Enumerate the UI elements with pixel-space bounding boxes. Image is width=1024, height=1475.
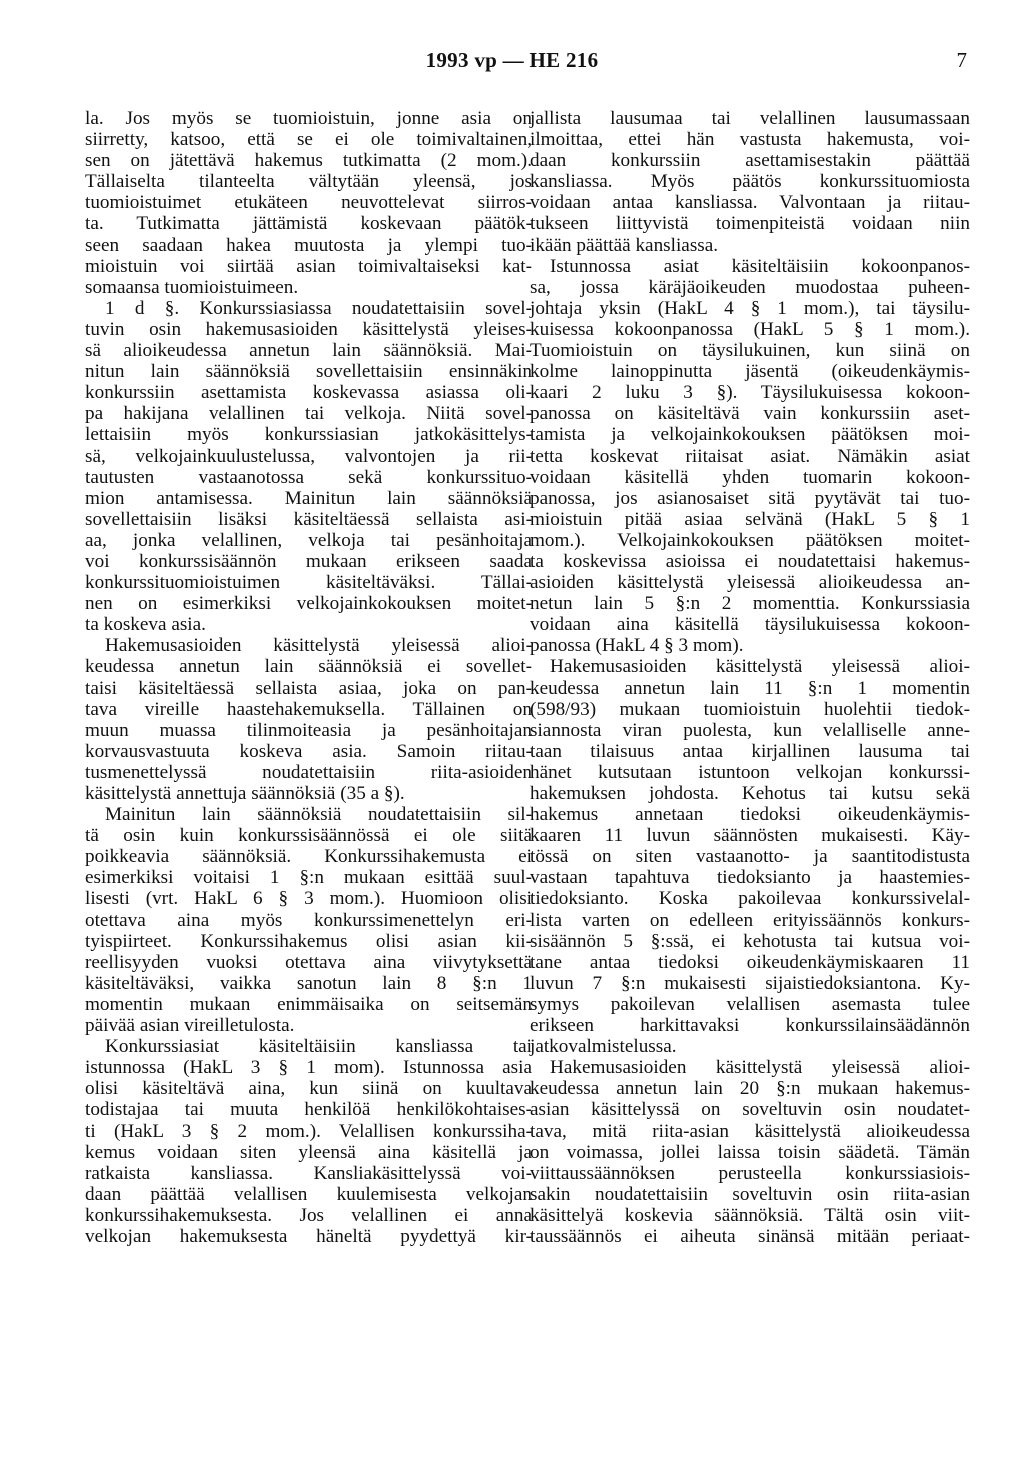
- text-line: konkurssihakemuksesta. Jos velallinen ei anna: [85, 1204, 532, 1226]
- text-line: poikkeavia säännöksiä. Konkurssihakemusta ei: [85, 846, 532, 868]
- text-line: tava vireille haastehakemuksella. Tällainen on: [85, 698, 532, 720]
- text-line: voi konkurssisäännön mukaan erikseen saada: [85, 550, 532, 572]
- text-line: daan päättää velallisen kuulemisesta velkojan: [85, 1183, 532, 1205]
- text-line: sovellettaisiin lisäksi käsiteltäessä sellaista asi-: [85, 508, 532, 530]
- text-line: voidaan käsitellä yhden tuomarin kokoon-: [530, 466, 970, 488]
- text-line: ta koskevissa asioissa ei noudatettaisi hakemus-: [530, 550, 970, 572]
- text-line: jallista lausumaa tai velallinen lausumassaan: [530, 108, 970, 129]
- text-line: taisi käsiteltäessä sellaista asiaa, joka on pan-: [85, 677, 532, 699]
- text-line: tusmenettelyssä noudatettaisiin riita-asioiden: [85, 761, 532, 783]
- text-line: sä alioikeudessa annetun lain säännöksiä. Mai-: [85, 340, 532, 362]
- text-line: on voimassa, jollei laissa toisin säädetä. Tämän: [530, 1141, 970, 1163]
- text-line: muun muassa tilinmoiteasia ja pesänhoitajan: [85, 719, 532, 741]
- text-line: tamista ja velkojainkokouksen päätöksen moi-: [530, 424, 970, 446]
- text-line: tössä on siten vastaanotto- ja saantitodistusta: [530, 846, 970, 868]
- text-line: kemus voidaan siten yleensä aina käsitellä ja: [85, 1141, 532, 1163]
- text-line: tiedoksianto. Koska pakoilevaa konkurssivelal-: [530, 888, 970, 910]
- text-line: panossa (HakL 4 § 3 mom).: [530, 635, 744, 657]
- text-line: päivää asian vireilletulosta.: [85, 1015, 295, 1037]
- text-line: todistajaa tai muuta henkilöä henkilökohtaises-: [85, 1099, 532, 1121]
- text-line: tautusten vastaanotossa sekä konkurssituo-: [85, 466, 532, 488]
- text-line: mom.). Velkojainkokouksen päätöksen moitet-: [530, 529, 970, 551]
- text-line: asian käsittelyssä on soveltuvin osin noudatet-: [530, 1099, 970, 1121]
- left-column: [85, 108, 532, 1247]
- text-line: sä, velkojainkuulustelussa, valvontojen ja rii-: [85, 445, 532, 467]
- text-line: nitun lain säännöksiä sovellettaisiin ensinnäkin: [85, 361, 532, 383]
- text-line: esimerkiksi voitaisi 1 §:n mukaan esittää suul-: [85, 867, 532, 889]
- text-line: asioiden käsittelystä yleisessä alioikeudessa an-: [530, 572, 970, 594]
- text-line: la. Jos myös se tuomioistuin, jonne asia on: [85, 108, 532, 129]
- text-line: otettava aina myös konkurssimenettelyn eri-: [85, 909, 532, 931]
- text-line: hänet kutsutaan istuntoon velkojan konkurssi-: [530, 761, 970, 783]
- text-line: voidaan antaa kansliassa. Valvontaan ja riitau-: [530, 192, 970, 214]
- text-line: Mainitun lain säännöksiä noudatettaisiin sil-: [105, 804, 532, 826]
- text-line: sen on jätettävä hakemus tutkimatta (2 mom.).: [85, 150, 532, 172]
- text-line: kolme lainoppinutta jäsentä (oikeudenkäymis-: [530, 361, 970, 383]
- text-line: ilmoittaa, ettei hän vastusta hakemusta, voi-: [530, 129, 970, 151]
- text-line: käsittelystä annettuja säännöksiä (35 a §).: [85, 783, 405, 804]
- page-header: [0, 48, 1024, 78]
- text-line: lettaisiin myös konkurssiasian jatkokäsittelys-: [85, 424, 532, 446]
- text-line: johtaja yksin (HakL 4 § 1 mom.), tai täysilu-: [530, 297, 970, 319]
- text-line: somaansa tuomioistuimeen.: [85, 276, 299, 298]
- text-line: ikään päättää kansliassa.: [530, 234, 719, 256]
- running-title: 1993 vp — HE 216: [425, 48, 599, 72]
- text-line: ti (HakL 3 § 2 mom.). Velallisen konkurssiha-: [85, 1120, 532, 1142]
- text-line: keudessa annetun lain säännöksiä ei sovellet-: [85, 656, 532, 678]
- text-line: tuomioistuimet etukäteen neuvottelevat siirros-: [85, 192, 532, 214]
- text-line: taussäännös ei aiheuta sinänsä mitään periaat-: [530, 1225, 970, 1247]
- text-line: lista varten on edelleen erityissäännös konkurs-: [530, 909, 970, 931]
- text-line: kaari 2 luku 3 §). Täysilukuisessa kokoon-: [530, 382, 970, 404]
- text-line: kansliassa. Myös päätös konkurssituomiosta: [530, 171, 970, 193]
- text-line: ta. Tutkimatta jättämistä koskevaan päätök-: [85, 213, 532, 235]
- text-line: mion antamisessa. Mainitun lain säännöksiä: [85, 487, 532, 509]
- text-line: luvun 7 §:n mukaisesti sijaistiedoksiantona. Ky-: [530, 972, 970, 994]
- text-line: sa, jossa käräjäoikeuden muodostaa puheen-: [530, 276, 970, 298]
- text-line: pa hakijana velallinen tai velkoja. Niitä sovel-: [85, 403, 532, 425]
- text-line: panossa on käsiteltävä vain konkurssiin aset-: [530, 403, 970, 425]
- text-line: voidaan aina käsitellä täysilukuisessa kokoon-: [530, 614, 970, 636]
- text-line: tetta koskevat riitaisat asiat. Nämäkin asiat: [530, 445, 970, 467]
- page-number: 7: [956, 48, 967, 72]
- text-line: tä osin kuin konkurssisäännössä ei ole siitä: [85, 825, 532, 847]
- text-line: kaaren 11 luvun säännösten mukaisesti. Käy-: [530, 825, 970, 847]
- text-line: viittaussäännöksen perusteella konkurssiasiois-: [530, 1162, 970, 1184]
- text-line: Hakemusasioiden käsittelystä yleisessä alioi-: [550, 656, 970, 678]
- text-line: momentin mukaan enimmäisaika on seitsemän: [85, 993, 532, 1015]
- text-line: Hakemusasioiden käsittelystä yleisessä alioi-: [550, 1057, 970, 1079]
- text-line: käsiteltäväksi, vaikka sanotun lain 8 §:n 1: [85, 972, 532, 994]
- text-line: Tuomioistuin on täysilukuinen, kun siinä on: [530, 340, 970, 362]
- text-line: Tällaiselta tilanteelta vältytään yleensä, jos: [85, 171, 532, 193]
- text-line: keudessa annetun lain 20 §:n mukaan hakemus-: [530, 1078, 970, 1100]
- text-line: konkurssituomioistuimen käsiteltäväksi. Tällai-: [85, 572, 532, 594]
- text-line: taan tilaisuus antaa kirjallinen lausuma tai: [530, 740, 970, 762]
- text-line: Hakemusasioiden käsittelystä yleisessä alioi-: [105, 635, 532, 657]
- text-line: aa, jonka velallinen, velkoja tai pesänhoitaja: [85, 529, 532, 551]
- text-line: siannosta viran puolesta, kun velalliselle anne-: [530, 719, 970, 741]
- right-column: [530, 108, 970, 1247]
- text-line: daan konkurssiin asettamisestakin päättää: [530, 150, 970, 172]
- text-line: seen saadaan hakea muutosta ja ylempi tuo-: [85, 234, 532, 256]
- text-line: tane antaa tiedoksi oikeudenkäymiskaaren 11: [530, 951, 970, 973]
- text-line: nen on esimerkiksi velkojainkokouksen moitet-: [85, 593, 532, 615]
- text-line: tukseen liittyvistä toimenpiteistä voidaan niin: [530, 213, 970, 235]
- text-line: sisäännön 5 §:ssä, ei kehotusta tai kutsua voi-: [530, 930, 970, 952]
- text-line: keudessa annetun lain 11 §:n 1 momentin: [530, 677, 970, 699]
- text-line: jatkovalmistelussa.: [530, 1036, 677, 1058]
- text-line: mioistuin pitää asiaa selvänä (HakL 5 § 1: [530, 508, 970, 530]
- text-line: korvausvastuuta koskeva asia. Samoin riitau-: [85, 740, 532, 762]
- text-line: panossa, jos asianosaiset sitä pyytävät tai tuo-: [530, 487, 970, 509]
- text-line: netun lain 5 §:n 2 momenttia. Konkurssiasia: [530, 593, 970, 615]
- text-line: erikseen harkittavaksi konkurssilainsäädännön: [530, 1015, 970, 1037]
- text-line: sakin noudatettaisiin soveltuvin osin riita-asian: [530, 1183, 970, 1205]
- text-line: reellisyyden vuoksi otettava aina viivytyksettä: [85, 951, 532, 973]
- text-line: istunnossa (HakL 3 § 1 mom). Istunnossa asia: [85, 1057, 532, 1079]
- text-line: käsittelyä koskevia säännöksiä. Tältä osin viit-: [530, 1204, 970, 1226]
- text-line: hakemuksen johdosta. Kehotus tai kutsu sekä: [530, 783, 970, 804]
- text-line: lisesti (vrt. HakL 6 § 3 mom.). Huomioon olisi: [85, 888, 532, 910]
- text-line: konkurssiin asettamista koskevassa asiassa oli-: [85, 382, 532, 404]
- text-line: mioistuin voi siirtää asian toimivaltaiseksi kat-: [85, 255, 532, 277]
- text-line: siirretty, katsoo, että se ei ole toimivaltainen,: [85, 129, 532, 151]
- text-line: (598/93) mukaan tuomioistuin huolehtii tiedok-: [530, 698, 970, 720]
- text-line: velkojan hakemuksesta häneltä pyydettyä kir-: [85, 1225, 532, 1247]
- text-line: 1 d §. Konkurssiasiassa noudatettaisiin sovel-: [105, 297, 532, 319]
- text-line: Istunnossa asiat käsiteltäisiin kokoonpanos-: [550, 255, 970, 277]
- text-line: hakemus annetaan tiedoksi oikeudenkäymis-: [530, 804, 970, 826]
- text-line: tyispiirteet. Konkurssihakemus olisi asian kii-: [85, 930, 532, 952]
- text-line: tava, mitä riita-asian käsittelystä alioikeudessa: [530, 1120, 970, 1142]
- text-line: olisi käsiteltävä aina, kun siinä on kuultava: [85, 1078, 532, 1100]
- text-line: Konkurssiasiat käsiteltäisiin kansliassa tai: [105, 1036, 532, 1058]
- text-line: kuisessa kokoonpanossa (HakL 5 § 1 mom.).: [530, 318, 970, 340]
- text-line: vastaan tapahtuva tiedoksianto ja haastemies-: [530, 867, 970, 889]
- text-line: ratkaista kansliassa. Kansliakäsittelyssä voi-: [85, 1162, 532, 1184]
- text-line: symys pakoilevan velallisen asemasta tulee: [530, 993, 970, 1015]
- text-line: tuvin osin hakemusasioiden käsittelystä yleises-: [85, 318, 532, 340]
- text-line: ta koskeva asia.: [85, 614, 206, 636]
